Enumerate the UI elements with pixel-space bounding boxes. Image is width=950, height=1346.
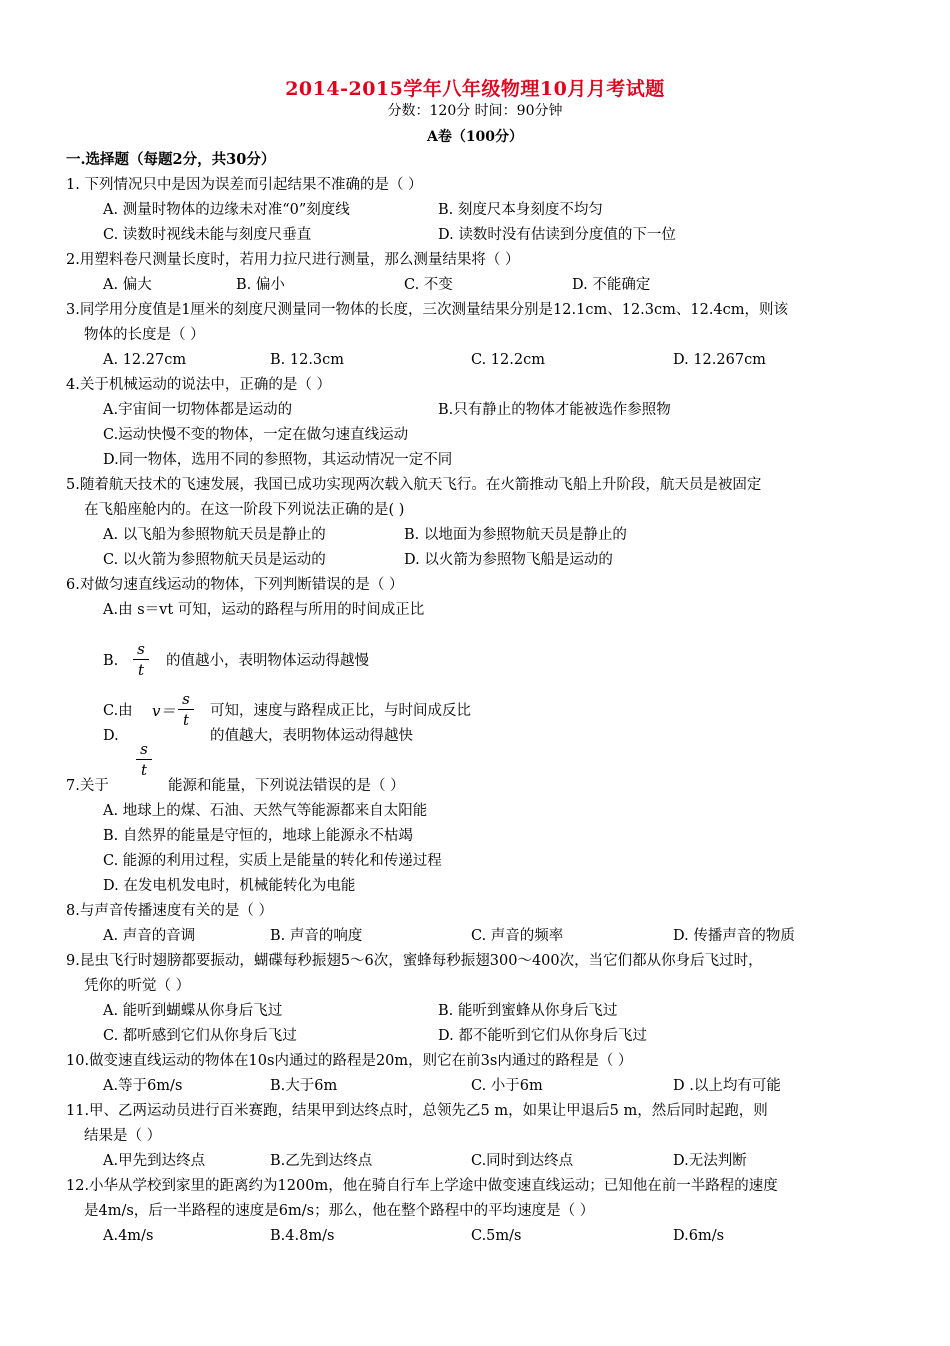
q2-option-b: B. 偏小: [236, 277, 285, 293]
q8-option-c: C. 声音的频率: [471, 928, 564, 944]
q12-option-c: C.5m/s: [471, 1228, 522, 1244]
question-10-stem: 10.做变速直线运动的物体在10s内通过的路程是20m，则它在前3s内通过的路程是（ ）: [66, 1053, 633, 1069]
q5-option-c: C. 以火箭为参照物航天员是运动的: [103, 552, 326, 568]
q6-option-a: A.由 s＝vt 可知，运动的路程与所用的时间成正比: [103, 602, 425, 618]
q6-option-d-text: 的值越大，表明物体运动得越快: [210, 728, 413, 744]
question-8-stem: 8.与声音传播速度有关的是（ ）: [66, 903, 273, 919]
q1-option-a: A. 测量时物体的边缘未对准“0”刻度线: [103, 202, 350, 218]
q11-option-d: D.无法判断: [673, 1153, 747, 1169]
q6-c-fraction: [178, 690, 194, 729]
question-9-stem-line1: 9.昆虫飞行时翅膀都要振动，蝴碟每秒振翅5～6次，蜜蜂每秒振翅300～400次，当它们都从你身后飞过时，: [66, 953, 763, 969]
q1-option-c: C. 读数时视线未能与刻度尺垂直: [103, 227, 312, 243]
q3-option-c: C. 12.2cm: [471, 352, 545, 368]
question-3-stem-line2: 物体的长度是（ ）: [84, 327, 205, 343]
fraction-bar: [133, 659, 149, 660]
q1-option-b: B. 刻度尺本身刻度不均匀: [438, 202, 603, 218]
question-4-stem: 4.关于机械运动的说法中，正确的是（ ）: [66, 377, 331, 393]
q2-option-c: C. 不变: [404, 277, 453, 293]
q6-option-b-label: B.: [103, 653, 119, 669]
question-2-stem: 2.用塑料卷尺测量长度时，若用力拉尺进行测量，那么测量结果将（ ）: [66, 252, 520, 268]
fraction-bar: [136, 759, 152, 760]
question-12-stem-line1: 12.小华从学校到家里的距离约为1200m，他在骑自行车上学途中做变速直线运动；已知他在前一半路程的速度: [66, 1178, 778, 1194]
q6-option-d-label: D.: [103, 728, 119, 744]
q8-option-a: A. 声音的音调: [103, 928, 196, 944]
q3-option-a: A. 12.27cm: [103, 352, 187, 368]
q10-option-c: C. 小于6m: [471, 1078, 543, 1094]
q2-option-d: D. 不能确定: [572, 277, 651, 293]
q6-option-c-label: C.由: [103, 703, 133, 719]
q8-option-d: D. 传播声音的物质: [673, 928, 795, 944]
question-7-stem-text: 能源和能量，下列说法错误的是（ ）: [168, 778, 405, 794]
fraction-numerator: s: [137, 640, 145, 658]
q6-b-fraction: [133, 640, 149, 679]
q3-option-b: B. 12.3cm: [270, 352, 345, 368]
q6-option-c-text: 可知，速度与路程成正比，与时间成反比: [210, 703, 471, 719]
question-3-stem-line1: 3.同学用分度值是1厘米的刻度尺测量同一物体的长度，三次测量结果分别是12.1cm、12.3cm、12.4cm，则该: [66, 302, 789, 318]
question-12-stem-line2: 是4m/s，后一半路程的速度是6m/s；那么，他在整个路程中的平均速度是（ ）: [84, 1203, 595, 1219]
q10-option-b: B.大于6m: [270, 1078, 338, 1094]
question-7-stem-prefix: 7.关于: [66, 778, 109, 794]
q4-option-b: B.只有静止的物体才能被选作参照物: [438, 402, 671, 418]
question-5-stem-line2: 在飞船座舱内的。在这一阶段下列说法正确的是( ): [84, 502, 405, 518]
q7-option-a: A. 地球上的煤、石油、天然气等能源都来自太阳能: [103, 803, 428, 819]
section-heading: 一.选择题（每题2分，共30分）: [66, 151, 276, 168]
q6-c-v-equals: v＝: [152, 702, 176, 720]
q5-option-d: D. 以火箭为参照物飞船是运动的: [404, 552, 613, 568]
q1-option-d: D. 读数时没有估读到分度值的下一位: [438, 227, 676, 243]
score-time-line: 分数：120分 时间：90分钟: [387, 103, 563, 119]
q5-option-b: B. 以地面为参照物航天员是静止的: [404, 527, 627, 543]
fraction-denominator: t: [137, 661, 145, 679]
q9-option-c: C. 都听感到它们从你身后飞过: [103, 1028, 297, 1044]
q8-option-b: B. 声音的响度: [270, 928, 363, 944]
q10-option-a: A.等于6m/s: [103, 1078, 183, 1094]
q10-option-d: D .以上均有可能: [673, 1078, 781, 1094]
q7-option-b: B. 自然界的能量是守恒的，地球上能源永不枯竭: [103, 828, 413, 844]
question-11-stem-line2: 结果是（ ）: [84, 1128, 162, 1144]
q11-option-a: A.甲先到达终点: [103, 1153, 206, 1169]
q7-option-d: D. 在发电机发电时，机械能转化为电能: [103, 878, 356, 894]
q3-option-d: D. 12.267cm: [673, 352, 766, 368]
fraction-denominator: t: [140, 761, 148, 779]
q4-option-d: D.同一物体，选用不同的参照物，其运动情况一定不同: [103, 452, 453, 468]
q2-option-a: A. 偏大: [103, 277, 152, 293]
fraction-bar: [178, 709, 194, 710]
q5-option-a: A. 以飞船为参照物航天员是静止的: [103, 527, 326, 543]
question-5-stem-line1: 5.随着航天技术的飞速发展，我国已成功实现两次载入航天飞行。在火箭推动飞船上升阶段，航天员是被固定: [66, 477, 762, 493]
q4-option-a: A.宇宙间一切物体都是运动的: [103, 402, 293, 418]
fraction-numerator: s: [182, 690, 190, 708]
question-9-stem-line2: 凭你的听觉（ ）: [84, 978, 191, 994]
fraction-numerator: s: [140, 740, 148, 758]
q11-option-b: B.乙先到达终点: [270, 1153, 373, 1169]
q9-option-b: B. 能听到蜜蜂从你身后飞过: [438, 1003, 618, 1019]
q6-option-b-text: 的值越小，表明物体运动得越慢: [166, 653, 369, 669]
question-6-stem: 6.对做匀速直线运动的物体，下列判断错误的是（ ）: [66, 577, 404, 593]
q6-d-fraction: [136, 740, 152, 779]
fraction-denominator: t: [182, 711, 190, 729]
question-1-stem: 1. 下列情况只中是因为误差而引起结果不准确的是（ ）: [66, 177, 423, 193]
q12-option-b: B.4.8m/s: [270, 1228, 335, 1244]
q12-option-d: D.6m/s: [673, 1228, 725, 1244]
q9-option-d: D. 都不能听到它们从你身后飞过: [438, 1028, 647, 1044]
q12-option-a: A.4m/s: [103, 1228, 154, 1244]
question-11-stem-line1: 11.甲、乙两运动员进行百米赛跑，结果甲到达终点时，总领先乙5 m，如果让甲退后5 m，然后同时起跑，则: [66, 1103, 768, 1119]
exam-title: 2014-2015学年八年级物理10月月考试题: [285, 78, 665, 100]
q7-option-c: C. 能源的利用过程，实质上是能量的转化和传递过程: [103, 853, 442, 869]
q4-option-c: C.运动快慢不变的物体，一定在做匀速直线运动: [103, 427, 409, 443]
q11-option-c: C.同时到达终点: [471, 1153, 574, 1169]
q9-option-a: A. 能听到蝴蝶从你身后飞过: [103, 1003, 283, 1019]
volume-label: A卷（100分）: [426, 129, 524, 145]
